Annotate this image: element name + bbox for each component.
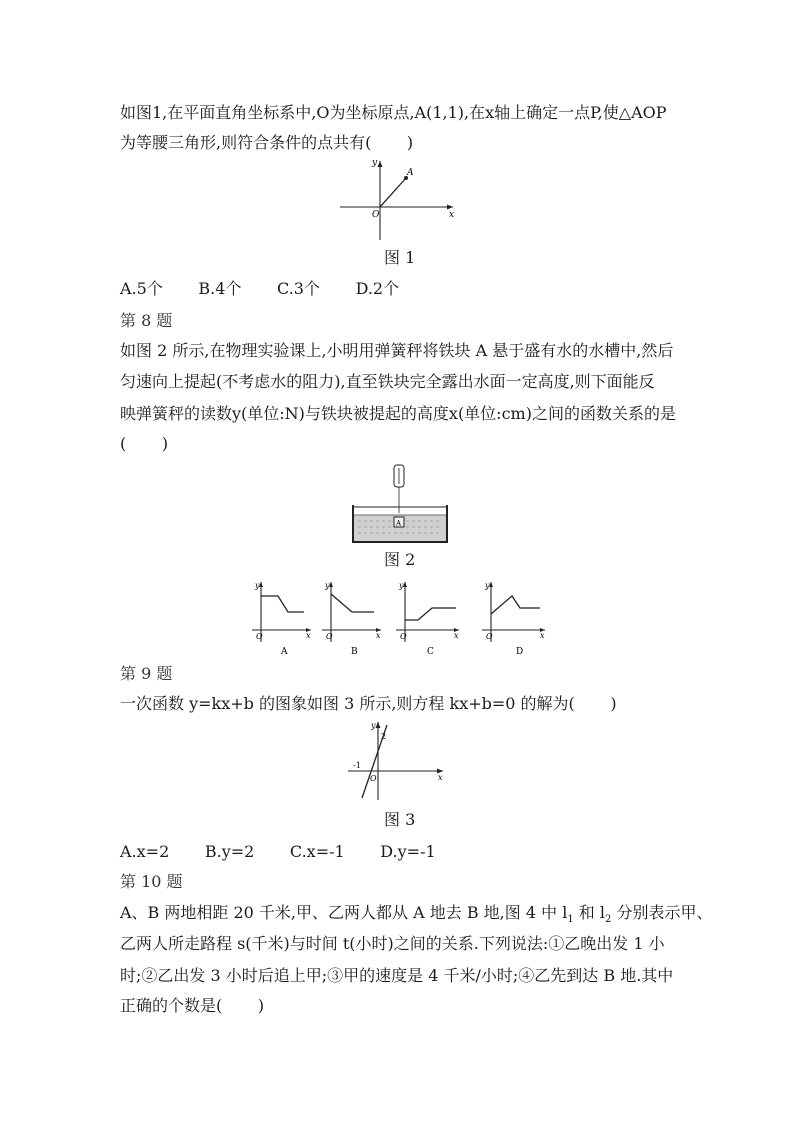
graph-a-curve [261, 596, 304, 612]
q8-text-line-2: 匀速向上提起(不考虑水的阻力),直至铁块完全露出水面一定高度,则下面能反 [120, 372, 655, 391]
graph-b-label-o: O [326, 632, 333, 641]
q8-text-line-1: 如图 2 所示,在物理实验课上,小明用弹簧秤将铁块 A 悬于盛有水的水槽中,然后 [120, 341, 674, 360]
graph-b-curve [331, 594, 374, 612]
tank-left-wall [352, 505, 354, 543]
q7-text-line-1: 如图1,在平面直角坐标系中,O为坐标原点,A(1,1),在x轴上确定一点P,使△AOP [120, 103, 667, 122]
q10-text-line-4: 正确的个数是( ) [120, 996, 265, 1015]
graph-a-label-y: y [255, 581, 260, 590]
figure-2-water-tank [350, 460, 450, 545]
fig1-y-arrow [378, 161, 383, 167]
graph-a-label-x: x [306, 631, 311, 640]
fig3-label-2: 2 [381, 732, 387, 741]
graph-a-choice-label: A [281, 647, 288, 657]
graph-c-curve [405, 608, 456, 620]
q7-options: A.5个 B.4个 C.3个 D.2个 [120, 279, 400, 298]
q8-text-line-4: ( ) [120, 434, 169, 453]
q10-line1-part-a: A、B 两地相距 20 千米,甲、乙两人都从 A 地去 B 地,图 4 中 l [120, 903, 568, 922]
graph-c-label-o: O [400, 632, 407, 641]
q8-heading: 第 8 题 [120, 311, 173, 330]
graph-d-curve [491, 596, 540, 614]
fig1-label-x: x [449, 210, 455, 220]
graph-option-a [248, 578, 316, 656]
tank-bottom [352, 541, 448, 543]
graph-option-d [480, 578, 550, 656]
graph-d-choice-label: D [516, 647, 524, 657]
q10-text-line-1 [120, 903, 713, 926]
fig1-label-a: A [407, 168, 414, 178]
q10-text-line-2: 乙两人所走路程 s(千米)与时间 t(小时)之间的关系.下列说法:①乙晚出发 1 小 [120, 934, 665, 953]
fig3-label-neg1: -1 [353, 761, 361, 770]
fig3-caption: 图 3 [384, 810, 416, 829]
q9-heading: 第 9 题 [120, 664, 173, 683]
fig2-caption: 图 2 [384, 550, 416, 569]
graph-a-label-o: O [256, 632, 263, 641]
graph-b-label-x: x [376, 631, 381, 640]
fig1-label-y: y [372, 158, 378, 168]
q10-line1-sub-2: 2 [605, 914, 612, 926]
q10-line1-part-c: 分别表示甲、 [611, 903, 713, 922]
q9-options: A.x=2 B.y=2 C.x=-1 D.y=-1 [120, 842, 436, 861]
graph-d-label-x: x [540, 631, 545, 640]
graph-d-label-o: O [486, 632, 493, 641]
figure-1 [335, 155, 460, 245]
q10-line1-sub-1: 1 [567, 914, 574, 926]
graph-option-c [394, 578, 464, 656]
fig1-caption: 图 1 [384, 248, 416, 267]
graph-b-choice-label: B [351, 647, 358, 657]
q7-text-line-2: 为等腰三角形,则符合条件的点共有( ) [120, 133, 414, 152]
iron-block-label: A [396, 519, 402, 528]
fig1-label-o: O [372, 210, 380, 220]
fig1-segment-oa [380, 178, 406, 207]
q10-line1-part-b: 和 l [573, 903, 605, 922]
fig3-label-x: x [438, 773, 443, 782]
fig3-label-y: y [371, 721, 376, 730]
graph-b-label-y: y [325, 581, 330, 590]
graph-option-b [318, 578, 386, 656]
q9-text-line-1: 一次函数 y=kx+b 的图象如图 3 所示,则方程 kx+b=0 的解为( ) [120, 694, 617, 713]
fig3-label-o: O [370, 774, 377, 783]
graph-c-choice-label: C [427, 647, 434, 657]
tank-right-wall [446, 505, 448, 543]
q10-heading: 第 10 题 [120, 872, 183, 891]
fig1-x-arrow [447, 205, 453, 210]
graph-c-label-x: x [454, 631, 459, 640]
q8-text-line-3: 映弹簧秤的读数y(单位:N)与铁块被提起的高度x(单位:cm)之间的函数关系的是 [120, 404, 676, 423]
q10-text-line-3: 时;②乙出发 3 小时后追上甲;③甲的速度是 4 千米/小时;④乙先到达 B 地.其中 [120, 966, 674, 985]
graph-c-label-y: y [399, 581, 404, 590]
graph-d-label-y: y [485, 581, 490, 590]
figure-3 [345, 718, 450, 803]
